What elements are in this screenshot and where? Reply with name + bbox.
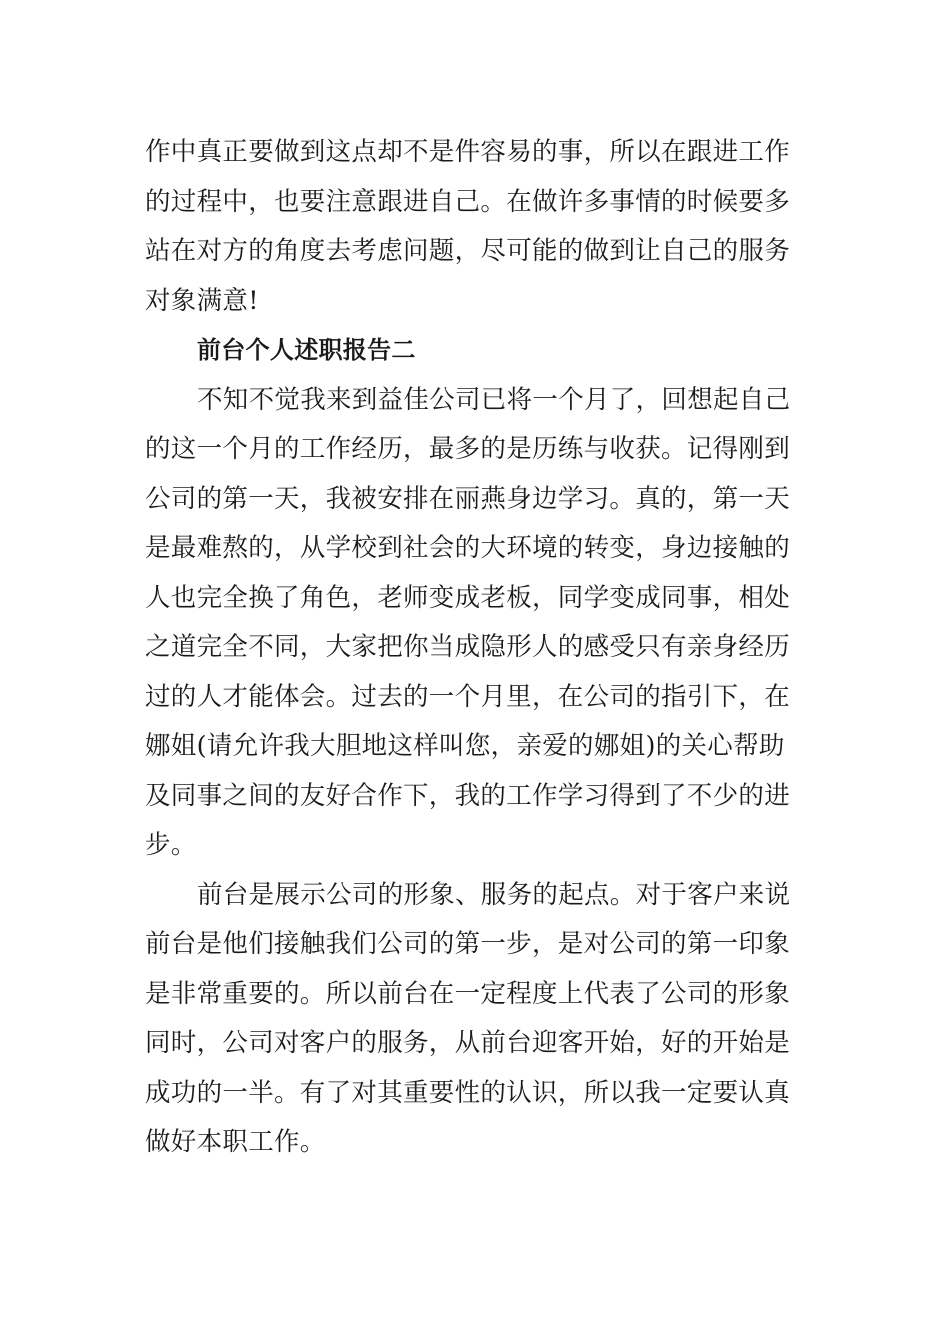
text-line: 是非常重要的。所以前台在一定程度上代表了公司的形象 xyxy=(145,978,791,1009)
section-title: 前台个人述职报告二 xyxy=(197,336,416,364)
text-line: 的过程中，也要注意跟进自己。在做许多事情的时候要多 xyxy=(145,186,791,217)
text-line: 是最难熬的，从学校到社会的大环境的转变，身边接触的 xyxy=(145,533,791,563)
text-line: 作中真正要做到这点却不是件容易的事，所以在跟进工作 xyxy=(145,137,791,167)
text-line: 做好本职工作。 xyxy=(145,1127,326,1157)
document-body xyxy=(145,128,791,1168)
text-line: 前台是展示公司的形象、服务的起点。对于客户来说 xyxy=(197,879,791,910)
text-line: 步。 xyxy=(145,830,197,860)
text-line: 过的人才能体会。过去的一个月里，在公司的指引下，在 xyxy=(145,681,791,712)
text-line: 的这一个月的工作经历，最多的是历练与收获。记得刚到 xyxy=(145,434,791,464)
text-line: 对象满意! xyxy=(145,285,259,316)
text-line: 同时，公司对客户的服务，从前台迎客开始，好的开始是 xyxy=(145,1028,791,1058)
paragraph-2 xyxy=(145,871,791,1168)
text-line: 前台是他们接触我们公司的第一步，是对公司的第一印象 xyxy=(145,929,791,959)
text-line: 及同事之间的友好合作下，我的工作学习得到了不少的进 xyxy=(145,780,791,811)
paragraph-1 xyxy=(145,376,791,871)
text-line: 不知不觉我来到益佳公司已将一个月了，回想起自己 xyxy=(197,384,791,415)
text-line: 站在对方的角度去考虑问题，尽可能的做到让自己的服务 xyxy=(145,236,791,266)
text-line: 娜姐(请允许我大胆地这样叫您，亲爱的娜姐)的关心帮助 xyxy=(145,731,785,761)
text-line: 人也完全换了角色，老师变成老板，同学变成同事，相处 xyxy=(145,582,791,613)
text-line: 之道完全不同，大家把你当成隐形人的感受只有亲身经历 xyxy=(145,632,791,662)
text-line: 成功的一半。有了对其重要性的认识，所以我一定要认真 xyxy=(145,1077,791,1108)
continued-paragraph xyxy=(145,128,791,326)
text-line: 公司的第一天，我被安排在丽燕身边学习。真的，第一天 xyxy=(145,483,791,514)
